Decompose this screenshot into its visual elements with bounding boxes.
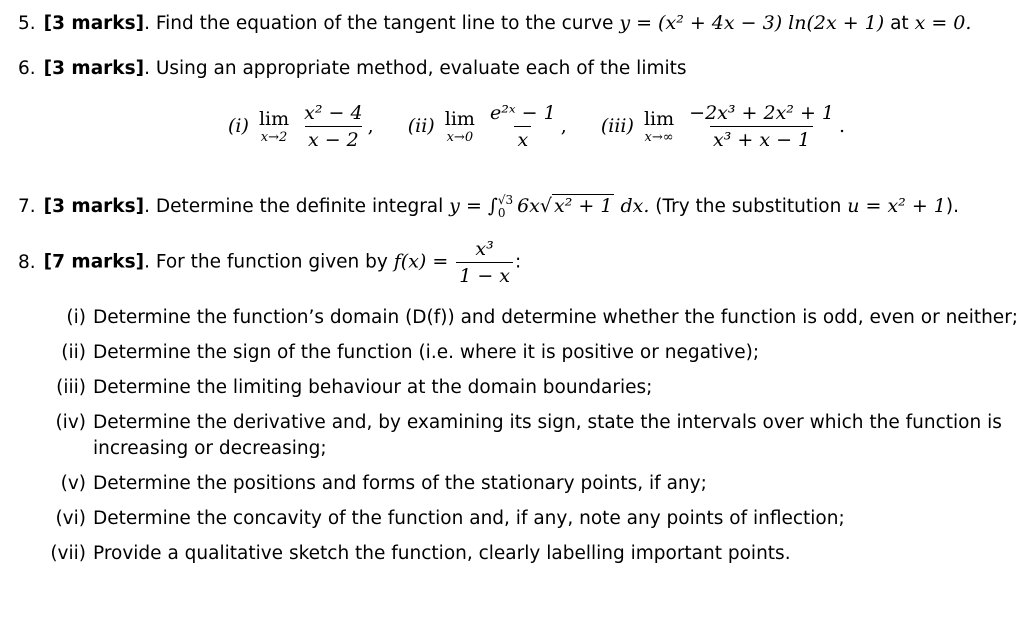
numerator: x² − 4 [304, 102, 363, 124]
item-text: Determine the function’s domain (D(f)) and determine whether the function is odd, even or neither; [93, 307, 1019, 328]
denominator: x [514, 126, 531, 151]
question-5 [18, 12, 971, 34]
list-item-continuation [93, 438, 327, 459]
question-text: . Using an appropriate method, evaluate each of the limits [144, 58, 687, 79]
question-8 [18, 238, 521, 287]
list-item [44, 473, 707, 494]
question-6 [18, 58, 687, 79]
item-label: (vii) [50, 543, 86, 564]
differential: dx. [620, 195, 650, 217]
function-lhs: f(x) = [393, 250, 449, 273]
denominator: x³ + x − 1 [710, 126, 813, 151]
list-item [44, 342, 759, 363]
upper-limit: √3 [497, 193, 514, 207]
item-label: (v) [60, 473, 86, 494]
list-item [44, 307, 1018, 328]
at-word: at [890, 13, 909, 34]
item-label: (iv) [55, 412, 86, 433]
numerator: −2x³ + 2x² + 1 [689, 102, 835, 124]
question-number: 5. [18, 13, 36, 34]
item-text: Determine the sign of the function (i.e. where it is positive or negative); [93, 342, 760, 363]
colon: : [515, 251, 522, 273]
lower-limit: 0 [497, 206, 506, 220]
separator: . [839, 114, 846, 137]
limit-ii [407, 102, 573, 151]
question-7 [18, 194, 959, 220]
question-number: 8. [18, 251, 36, 273]
radicand: x² + 1 [554, 195, 613, 217]
lim-subscript: x→∞ [644, 130, 674, 145]
denominator: 1 − x [456, 262, 513, 287]
marks-label: [3 marks] [43, 13, 145, 34]
lim-word: lim [258, 108, 290, 130]
substitution: u = x² + 1 [847, 195, 946, 217]
integral-lhs: y = ∫ [449, 195, 498, 217]
item-text: Determine the derivative and, by examining its sign, state the intervals over which the function is [93, 412, 1002, 433]
item-text: Provide a qualitative sketch the function, clearly labelling important points. [93, 543, 791, 564]
numerator: x³ [475, 238, 494, 260]
question-text: . For the function given by [144, 251, 388, 273]
question-number: 6. [18, 58, 36, 79]
hint-text: (Try the substitution [655, 196, 842, 217]
item-text: increasing or decreasing; [93, 438, 327, 459]
marks-label: [3 marks] [43, 58, 145, 79]
item-text: Determine the limiting behaviour at the domain boundaries; [93, 377, 653, 398]
item-text: Determine the concavity of the function and, if any, note any points of inflection; [93, 508, 845, 529]
limit-label: (iii) [600, 114, 634, 137]
item-text: Determine the positions and forms of the stationary points, if any; [93, 473, 707, 494]
list-item [44, 508, 845, 529]
integrand: 6x [517, 195, 540, 217]
curve-equation: y = (x² + 4x − 3) ln(2x + 1) [619, 12, 885, 34]
separator: , [367, 114, 374, 137]
item-label: (iii) [56, 377, 86, 398]
point-value: x = 0. [914, 12, 972, 34]
item-label: (i) [66, 307, 86, 328]
denominator: x − 2 [305, 126, 362, 151]
item-label: (ii) [61, 342, 86, 363]
limits-row [228, 102, 845, 151]
limit-label: (ii) [407, 114, 435, 137]
lim-word: lim [444, 108, 475, 130]
limit-i [228, 102, 380, 151]
question-text: . Find the equation of the tangent line to the curve [144, 13, 614, 34]
limit-label: (i) [228, 114, 249, 137]
hint-end: ). [945, 196, 959, 217]
item-label: (vi) [55, 508, 86, 529]
marks-label: [7 marks] [43, 251, 145, 273]
list-item [44, 377, 652, 398]
lim-word: lim [643, 108, 675, 130]
limit-iii [600, 102, 846, 151]
marks-label: [3 marks] [43, 196, 145, 217]
integral: y = ∫ √3 0 6x√ x² + 1 dx. [449, 193, 650, 220]
separator: , [560, 114, 567, 137]
lim-subscript: x→0 [446, 130, 474, 145]
question-text: . Determine the definite integral [144, 196, 444, 217]
list-item [44, 543, 791, 564]
numerator: e²ˣ − 1 [489, 102, 556, 124]
lim-subscript: x→2 [260, 130, 288, 145]
list-item [44, 412, 1002, 433]
question-number: 7. [18, 196, 36, 217]
